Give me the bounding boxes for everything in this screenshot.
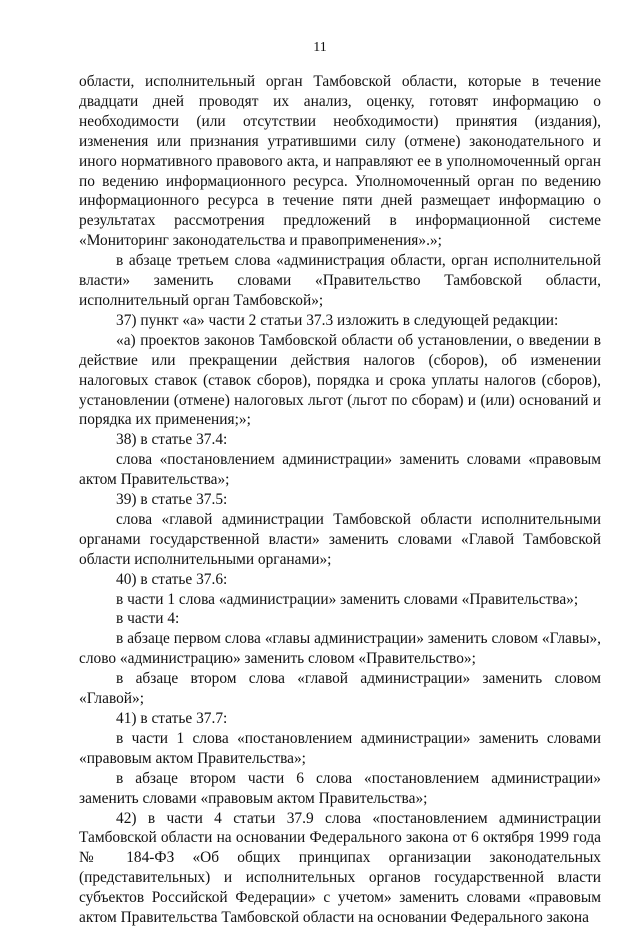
paragraph: в абзаце втором части 6 слова «постановлением администрации» заменить словами «правовым актом Правительства»; <box>79 769 601 807</box>
paragraph-continuation: области, исполнительный орган Тамбовской области, которые в течение двадцати дней проводят их анализ, оценку, готовят информацию о необходимости (или отсутствии необходимости) принятия (издания), изменения или признания утратившими силу (отмене) законодательного и иного нормативного правового акта, и направляют ее в уполномоченный орган по ведению информационного ресурса. Уполномоченный орган по ведению информационного ресурса в течение пяти дней размещает информацию о результатах рассмотрения предложений в информационной системе «Мониторинг законодательства и правоприменения».»; <box>79 73 601 250</box>
paragraph-item-40: 40) в статье 37.6: <box>116 570 228 588</box>
page-number: 11 <box>313 40 327 55</box>
paragraph-item-37: 37) пункт «а» части 2 статьи 37.3 изложить в следующей редакции: <box>116 311 559 329</box>
document-body <box>79 72 601 928</box>
paragraph: слова «постановлением администрации» заменить словами «правовым актом Правительства»; <box>79 451 601 489</box>
paragraph: в части 1 слова «постановлением администрации» заменить словами «правовым актом Правительства»; <box>79 729 601 767</box>
paragraph: в абзаце втором слова «главой администрации» заменить словом «Главой»; <box>79 670 601 708</box>
paragraph-item-39: 39) в статье 37.5: <box>116 491 228 509</box>
paragraph-item-41: 41) в статье 37.7: <box>116 710 228 727</box>
paragraph: «а) проектов законов Тамбовской области об установлении, о введении в действие или прекращении действия налогов (сборов), об изменении налоговых ставок (ставок сборов), порядка и срока уплаты налогов (сборов), установлении (отмене) налоговых льгот (льгот по сборам) и (или) оснований и порядка их применения;»; <box>79 331 601 429</box>
paragraph-item-38: 38) в статье 37.4: <box>116 431 228 449</box>
paragraph: в абзаце третьем слова «администрация области, орган исполнительной власти» заменить словами «Правительство Тамбовской области, исполнительный орган Тамбовской»; <box>79 252 601 309</box>
paragraph-item-42: 42) в части 4 статьи 37.9 слова «постановлением администрации Тамбовской области на основании Федерального закона от 6 октября 1999 года № 184-ФЗ «Об общих принципах организации законодательных (представительных) и исполнительных органов государственной власти субъектов Российской Федерации» с учетом» заменить словами «правовым актом Правительства Тамбовской области на основании Федерального закона <box>79 809 601 927</box>
paragraph: в абзаце первом слова «главы администрации» заменить словом «Главы», слово «администрацию» заменить словом «Правительство»; <box>79 630 601 668</box>
paragraph: в части 4: <box>116 610 180 628</box>
paragraph: в части 1 слова «администрации» заменить словами «Правительства»; <box>116 590 579 608</box>
paragraph: слова «главой администрации Тамбовской области исполнительными органами государственной власти» заменить словами «Главой Тамбовской области исполнительными органами»; <box>79 510 601 568</box>
